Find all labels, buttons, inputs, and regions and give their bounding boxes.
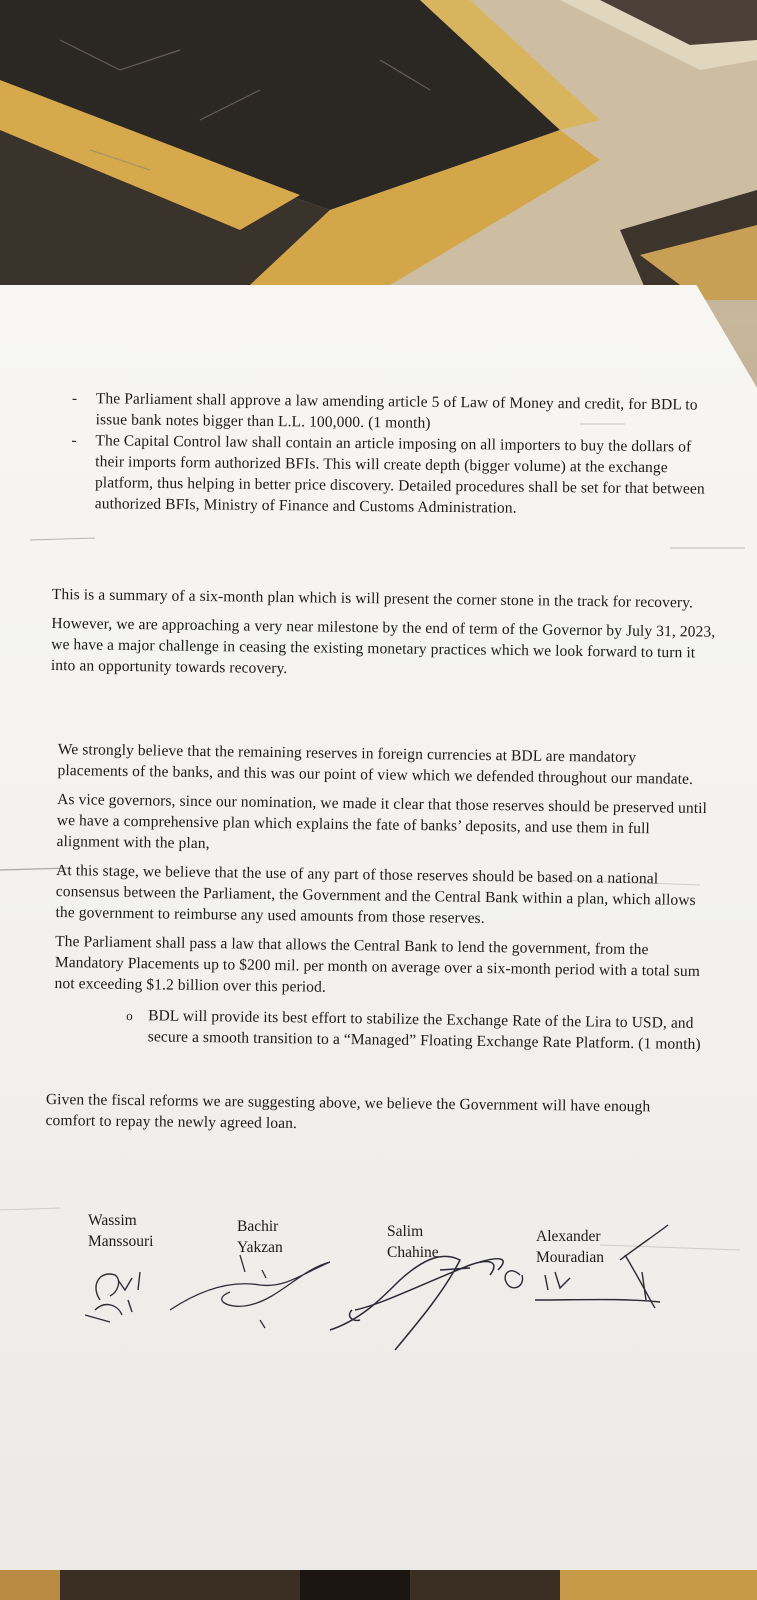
paragraph: The Parliament shall pass a law that allows the Central Bank to lend the government, from the Mandatory Placements up to $200 mil. per month on average over a six-month period with a total sum not exceeding $1.2 billion over this period.: [54, 932, 701, 996]
bullet-text: The Capital Control law shall contain an article imposing on all importers to buy the dollars of their imports form authorized BFIs. This will create depth (bigger volume) at the exchange platform, thus helping in better price discovery. Detailed procedures shall be set for that between authorized BFIs, Ministry of Finance and Customs Administration.: [94, 432, 705, 517]
signature-mouradian: [505, 1225, 668, 1308]
signatory-name: Bachir Yakzan: [237, 1218, 283, 1256]
bullet-marker: -: [71, 431, 77, 450]
paragraph: This is a summary of a six-month plan which is will present the corner stone in the track for recovery.: [51, 585, 694, 612]
signature-chahine: [330, 1256, 503, 1350]
paragraph: As vice governors, since our nomination, we made it clear that those reserves should be preserved until we have a comprehensive plan which explains the fate of banks’ deposits, and use them in full alignment with the plan,: [56, 790, 708, 853]
paragraph: We strongly believe that the remaining reserves in foreign currencies at BDL are mandatory placements of the banks, and this was our point of view which we defended throughout our mandate.: [57, 740, 694, 788]
bullet-marker: -: [71, 389, 78, 408]
sub-bullet-text: BDL will provide its best effort to stabilize the Exchange Rate of the Lira to USD, and secure a smooth transition to a “Managed” Floating Exchange Rate Platform. (1 month): [147, 1007, 701, 1054]
signatory-name: Salim Chahine: [387, 1223, 439, 1261]
signature-yakzan: [170, 1255, 330, 1328]
closing-paragraph: Given the fiscal reforms we are suggesting above, we believe the Government will have enough comfort to repay the newly agreed loan.: [45, 1090, 651, 1133]
bullet-text: The Parliament shall approve a law amending article 5 of Law of Money and credit, for BDL to issue bank notes bigger than L.L. 100,000. (1 month): [95, 390, 698, 432]
paragraph: At this stage, we believe that the use of any part of those reserves should be based on a national consensus between the Parliament, the Government and the Central Bank within a plan, which allows the government to reimburse any used amounts from those reserves.: [55, 861, 696, 927]
signatory-name: Wassim Manssouri: [88, 1212, 154, 1250]
signature-manssouri: [85, 1272, 140, 1322]
paragraph: However, we are approaching a very near milestone by the end of term of the Governor by July 31, 2023, we have a major challenge in ceasing the existing monetary practices which we look forward to turn it into an opportunity towards recovery.: [50, 614, 716, 678]
sub-bullet-marker: o: [126, 1007, 133, 1024]
signatory-name: Alexander Mouradian: [536, 1228, 605, 1266]
